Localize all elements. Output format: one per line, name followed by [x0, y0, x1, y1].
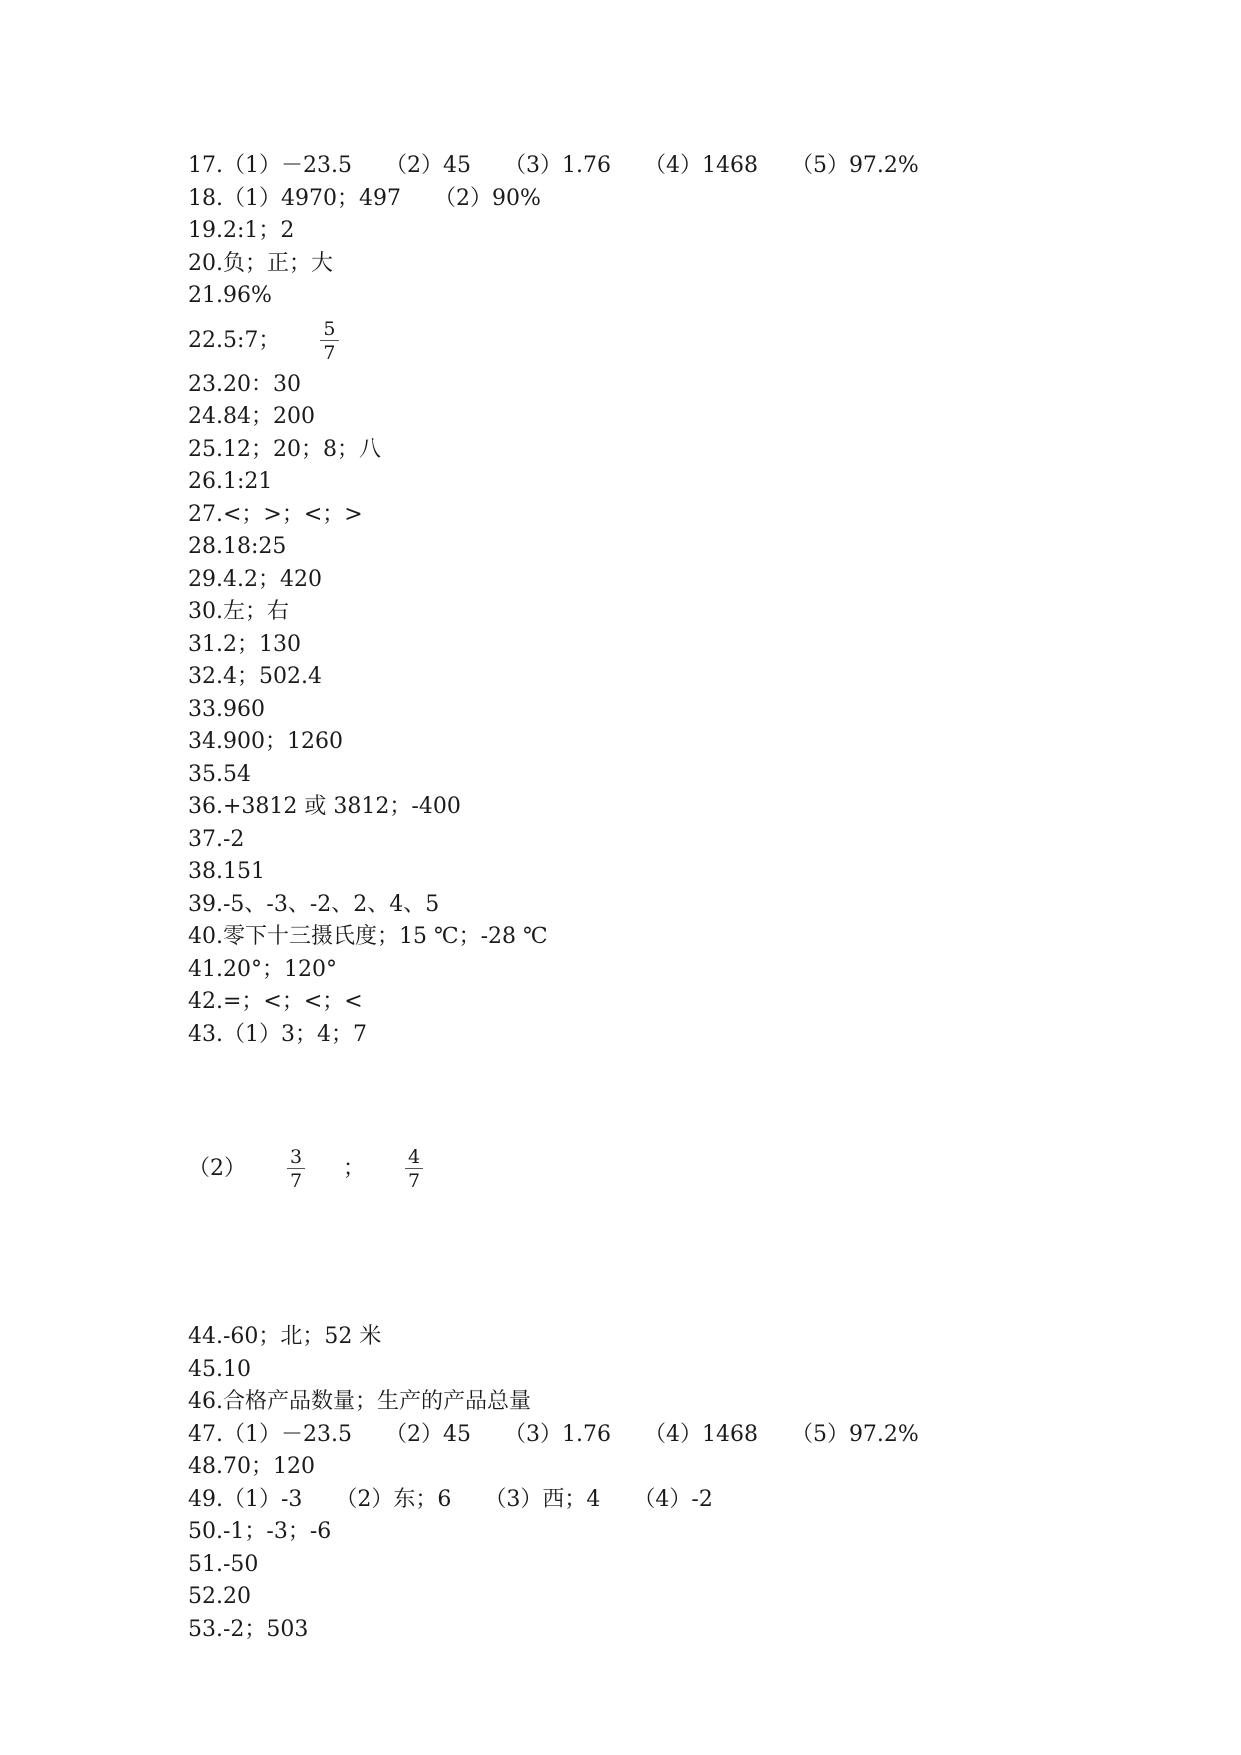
answer-38: 38.151	[188, 859, 265, 884]
answer-51: 51.-50	[188, 1551, 259, 1577]
fraction: $\frac{4}{7}$	[405, 1147, 423, 1191]
answer-list	[188, 150, 1188, 1646]
answer-49: 49.（1）-3 （2）东；6 （3）西；4 （4）-2	[188, 1486, 713, 1512]
answer-26: 26.1:21	[188, 469, 273, 494]
answer-48: 48.70；120	[188, 1454, 315, 1479]
answer-30: 30.左；右	[188, 599, 290, 624]
answer-41: 41.20°；120°	[188, 956, 337, 982]
answer-36: 36.+3812 或 3812；-400	[188, 794, 461, 819]
answer-31: 31.2；130	[188, 631, 301, 657]
answer-44: 44.-60；北；52 米	[188, 1324, 382, 1349]
answer-33: 33.960	[188, 696, 265, 722]
answer-22: 22.5:7； $\frac{5}{7}$	[188, 313, 1188, 369]
answer-23: 23.20：30	[188, 371, 301, 397]
answer-18: 18.（1）4970；497 （2）90%	[188, 185, 541, 211]
answer-29: 29.4.2；420	[188, 566, 322, 592]
answer-25: 25.12；20；8；八	[188, 436, 381, 462]
answer-19: 19.2:1；2	[188, 218, 295, 243]
answer-52: 52.20	[188, 1584, 251, 1609]
answer-24: 24.84；200	[188, 404, 315, 429]
answer-21: 21.96%	[188, 283, 272, 308]
answer-39: 39.-5、-3、-2、2、4、5	[188, 891, 440, 917]
answer-50: 50.-1；-3；-6	[188, 1519, 332, 1544]
answer-43-part2: （2） $\frac{3}{7}$ ； $\frac{4}{7}$	[188, 1051, 1188, 1321]
fraction: $\frac{5}{7}$	[320, 319, 338, 363]
answer-35: 35.54	[188, 761, 251, 787]
answer-53: 53.-2；503	[188, 1616, 309, 1642]
answer-45: 45.10	[188, 1356, 251, 1382]
answer-17: 17.（1）－23.5 （2）45 （3）1.76 （4）1468 （5）97.2%	[188, 153, 919, 178]
answer-28: 28.18:25	[188, 534, 287, 559]
answer-20: 20.负；正；大	[188, 250, 334, 276]
answer-47: 47.（1）－23.5 （2）45 （3）1.76 （4）1468 （5）97.2%	[188, 1421, 919, 1447]
answer-46: 46.合格产品数量；生产的产品总量	[188, 1389, 532, 1414]
answer-37: 37.-2	[188, 826, 245, 852]
answer-40: 40.零下十三摄氏度；15 ℃；-28 ℃	[188, 924, 548, 949]
answer-43: 43.（1）3；4；7	[188, 1021, 367, 1047]
answer-42: 42.=；<；<；<	[188, 989, 363, 1014]
answer-27: 27.<；>；<；>	[188, 501, 363, 527]
answer-34: 34.900；1260	[188, 729, 343, 754]
answer-32: 32.4；502.4	[188, 664, 322, 689]
fraction: $\frac{3}{7}$	[287, 1147, 305, 1191]
